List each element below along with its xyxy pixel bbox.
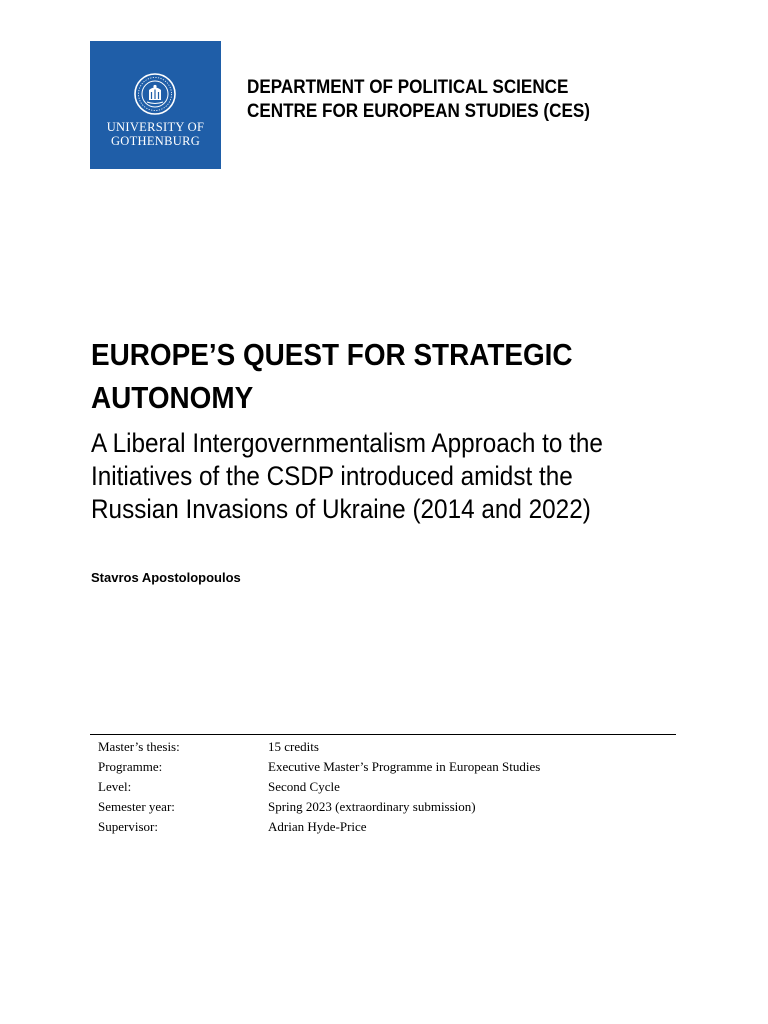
department-header bbox=[247, 76, 590, 124]
author-name: Stavros Apostolopoulos bbox=[91, 570, 241, 585]
thesis-title-line2: AUTONOMY bbox=[91, 380, 254, 415]
centre-name: CENTRE FOR EUROPEAN STUDIES (CES) bbox=[247, 101, 590, 122]
thesis-subtitle bbox=[91, 427, 603, 526]
info-label: Semester year: bbox=[98, 799, 175, 814]
info-value: Adrian Hyde-Price bbox=[268, 819, 367, 834]
university-logo bbox=[90, 41, 221, 169]
department-name: DEPARTMENT OF POLITICAL SCIENCE bbox=[247, 77, 569, 98]
info-label: Master’s thesis: bbox=[98, 739, 180, 754]
logo-text-line1: UNIVERSITY OF bbox=[106, 120, 205, 134]
info-value: 15 credits bbox=[268, 739, 319, 754]
info-value: Second Cycle bbox=[268, 779, 340, 794]
info-label: Programme: bbox=[98, 759, 163, 774]
info-label: Supervisor: bbox=[98, 819, 158, 834]
thesis-subtitle-line3: Russian Invasions of Ukraine (2014 and 2022) bbox=[91, 494, 591, 524]
logo-text-line2: GOTHENBURG bbox=[110, 134, 201, 148]
divider-line bbox=[90, 734, 676, 735]
info-label: Level: bbox=[98, 779, 132, 794]
info-value: Executive Master’s Programme in European Studies bbox=[268, 759, 541, 774]
thesis-title-line1: EUROPE’S QUEST FOR STRATEGIC bbox=[91, 337, 573, 372]
info-value: Spring 2023 (extraordinary submission) bbox=[268, 799, 476, 814]
thesis-subtitle-line1: A Liberal Intergovernmentalism Approach to the bbox=[91, 428, 603, 458]
thesis-subtitle-line2: Initiatives of the CSDP introduced amidst the bbox=[91, 461, 573, 491]
thesis-title bbox=[91, 333, 667, 419]
university-seal-icon bbox=[133, 72, 177, 116]
